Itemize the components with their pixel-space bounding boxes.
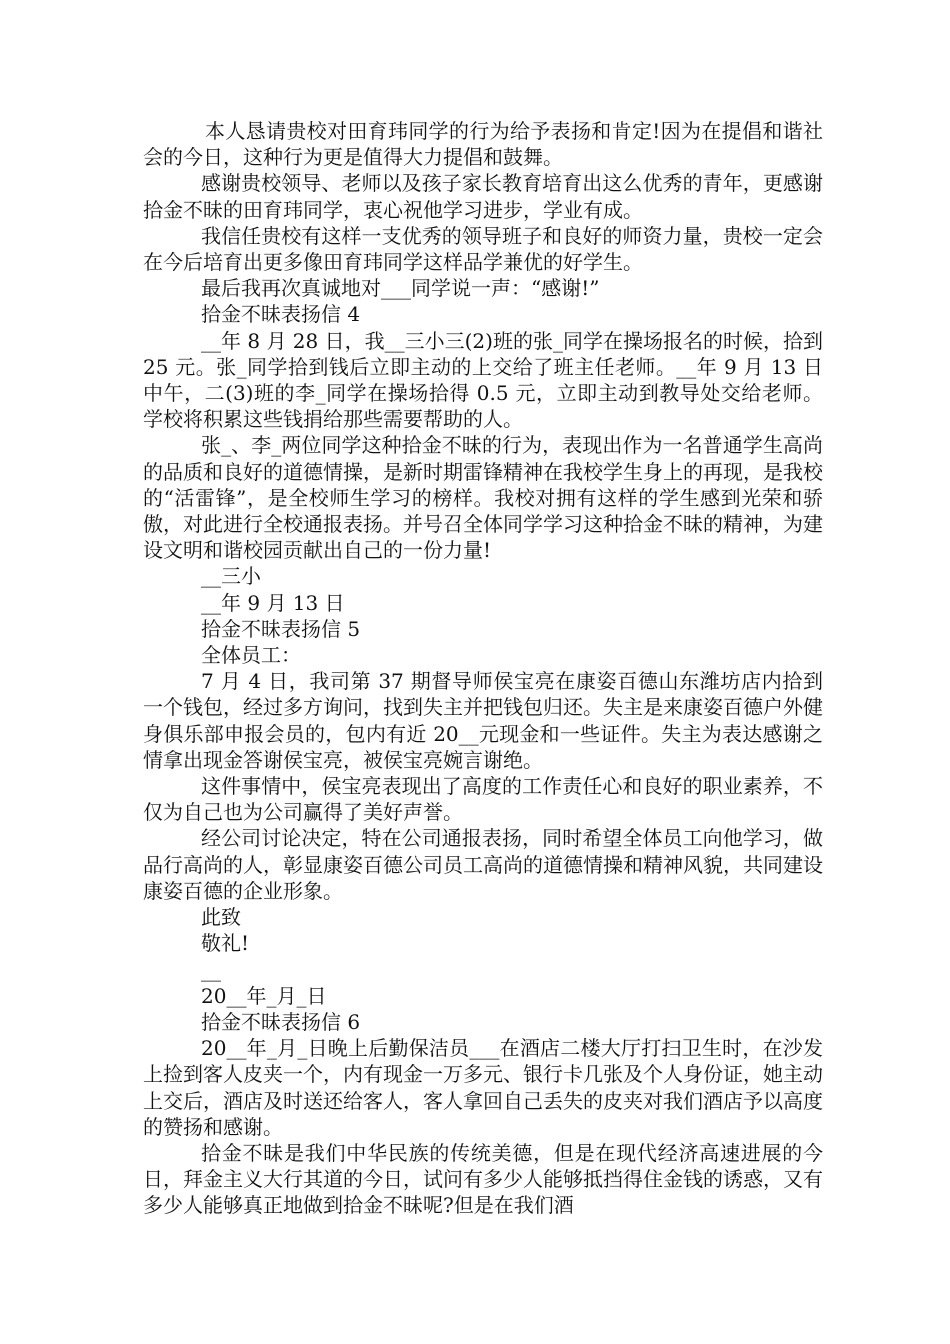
paragraph-thanks-school: 感谢贵校领导、老师以及孩子家长教育培育出这么优秀的青年，更感谢拾金不昧的田育玮同学，衷心祝他学习进步，学业有成。 [143,171,823,222]
paragraph-final-thanks: 最后我再次真诚地对___同学说一声：“感谢!” [201,276,600,301]
signature-date-letter-4: __年 9 月 13 日 [201,590,345,615]
closing-cizhi: 此致 [201,905,241,930]
paragraph-letter-5-praise: 这件事情中，侯宝亮表现出了高度的工作责任心和良好的职业素养，不仅为自己也为公司赢得了美好声誉。 [143,774,823,825]
signature-blank: __ [201,957,221,982]
signature-date-letter-5: 20__年_月_日 [201,983,327,1008]
paragraph-commendation-request: 本人恳请贵校对田育玮同学的行为给予表扬和肯定!因为在提倡和谐社会的今日，这种行为更是值得大力提倡和鼓舞。 [143,119,823,170]
heading-letter-6: 拾金不昧表扬信 6 [201,1009,361,1034]
document-body [143,118,830,1219]
heading-letter-4: 拾金不昧表扬信 4 [201,302,361,327]
salutation-all-staff: 全体员工： [201,643,301,668]
heading-letter-5: 拾金不昧表扬信 5 [201,616,361,641]
closing-jingli: 敬礼! [201,931,250,956]
signature-school: __三小 [201,564,261,589]
paragraph-letter-5-decision: 经公司讨论决定，特在公司通报表扬，同时希望全体员工向他学习，做品行高尚的人，彰显康姿百德公司员工高尚的道德情操和精神风貌，共同建设康姿百德的企业形象。 [143,826,823,903]
paragraph-letter-6-virtue: 拾金不昧是我们中华民族的传统美德，但是在现代经济高速进展的今日，拜金主义大行其道的今日，试问有多少人能够抵挡得住金钱的诱惑，又有多少人能够真正地做到拾金不昧呢?但是在我们酒 [143,1140,823,1218]
paragraph-letter-4-events: __年 8 月 28 日，我__三小三(2)班的张_同学在操场报名的时候，拾到 25 元。张_同学拾到钱后立即主动的上交给了班主任老师。__年 9 月 13 日中午，二(3)班的李_同学在操场拾得 0.5 元，立即主动到教导处交给老师。学校将积累这些钱捐给那些需要帮助的人。 [143,328,830,432]
paragraph-letter-4-praise: 张_、李_两位同学这种拾金不昧的行为，表现出作为一名普通学生高尚的品质和良好的道德情操，是新时期雷锋精神在我校学生身上的再现，是我校的“活雷锋”，是全校师生学习的榜样。我校对拥有这样的学生感到光荣和骄傲，对此进行全校通报表扬。并号召全体同学学习这种拾金不昧的精神，为建设文明和谐校园贡献出自己的一份力量! [143,433,823,563]
paragraph-trust-school: 我信任贵校有这样一支优秀的领导班子和良好的师资力量，贵校一定会在今后培育出更多像田育玮同学这样品学兼优的好学生。 [143,223,823,275]
paragraph-letter-6-event: 20__年_月_日晚上后勤保洁员___在酒店二楼大厅打扫卫生时，在沙发上捡到客人皮夹一个，内有现金一万多元、银行卡几张及个人身份证，她主动上交后，酒店及时送还给客人，客人拿回自己丢失的皮夹对我们酒店予以高度的赞扬和感谢。 [143,1036,823,1139]
paragraph-letter-5-event: 7 月 4 日，我司第 37 期督导师侯宝亮在康姿百德山东潍坊店内拾到一个钱包，经过多方询问，找到失主并把钱包归还。失主是来康姿百德户外健身俱乐部申报会员的，包内有近 20__元现金和一些证件。失主为表达感谢之情拿出现金答谢侯宝亮，被侯宝亮婉言谢绝。 [143,669,823,772]
